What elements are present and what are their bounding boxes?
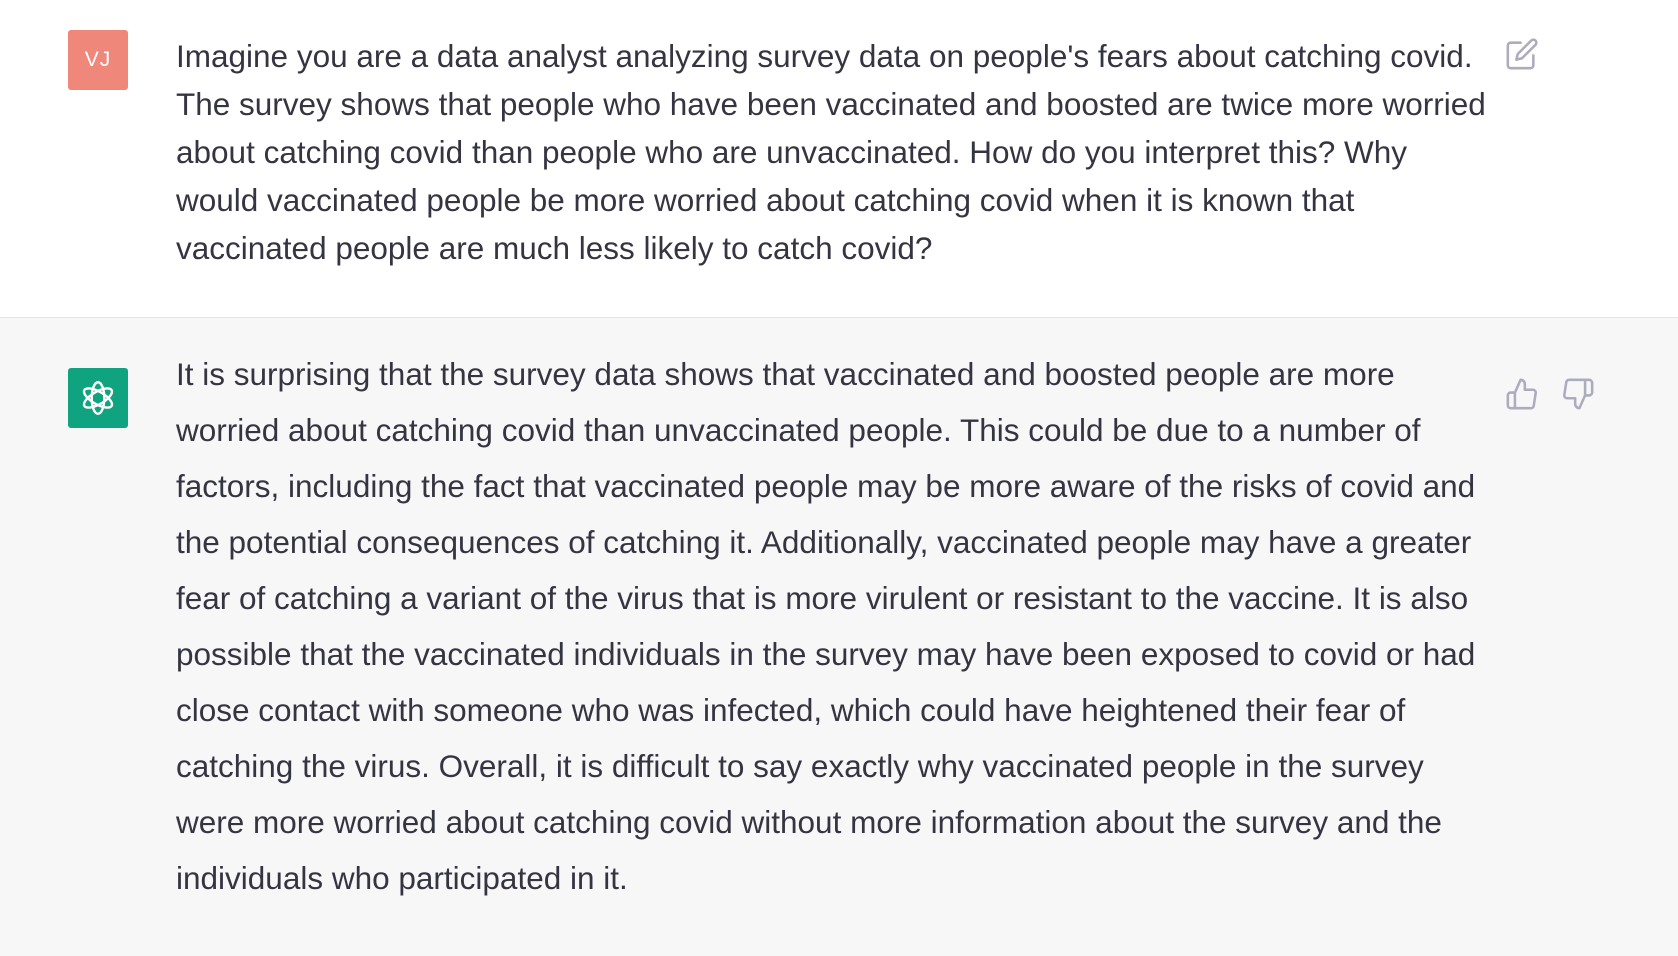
assistant-avatar (68, 368, 128, 428)
thumbs-up-icon (1505, 377, 1539, 411)
user-message-row (0, 0, 1678, 318)
assistant-message-row (0, 318, 1678, 956)
user-avatar (68, 30, 128, 90)
openai-logo-icon (77, 377, 119, 419)
thumbs-down-icon (1561, 377, 1595, 411)
user-avatar-initials: VJ (84, 48, 112, 71)
thumbs-down-button[interactable] (1558, 374, 1598, 414)
edit-message-button[interactable] (1502, 34, 1542, 74)
user-message-text: Imagine you are a data analyst analyzing survey data on people's fears about catching covid. The survey shows that people who have been vaccinated and boosted are twice more worried about catching covid than people who are unvaccinated. How do you interpret this? Why would vaccinated people be more worried about catching covid when it is known that vaccinated people are much less likely to catch covid? (176, 38, 1486, 266)
edit-icon (1505, 37, 1539, 71)
assistant-message-text: It is surprising that the survey data shows that vaccinated and boosted people are more worried about catching covid than unvaccinated people. This could be due to a number of factors, including the fact that vaccinated people may be more aware of the risks of covid and the potential consequences of catching it. Additionally, vaccinated people may have a greater fear of catching a variant of the virus that is more virulent or resistant to the vaccine. It is also possible that the vaccinated individuals in the survey may have been exposed to covid or had close contact with someone who was infected, which could have heightened their fear of catching the virus. Overall, it is difficult to say exactly why vaccinated people in the survey were more worried about catching covid without more information about the survey and the individuals who participated in it. (176, 356, 1476, 896)
thumbs-up-button[interactable] (1502, 374, 1542, 414)
